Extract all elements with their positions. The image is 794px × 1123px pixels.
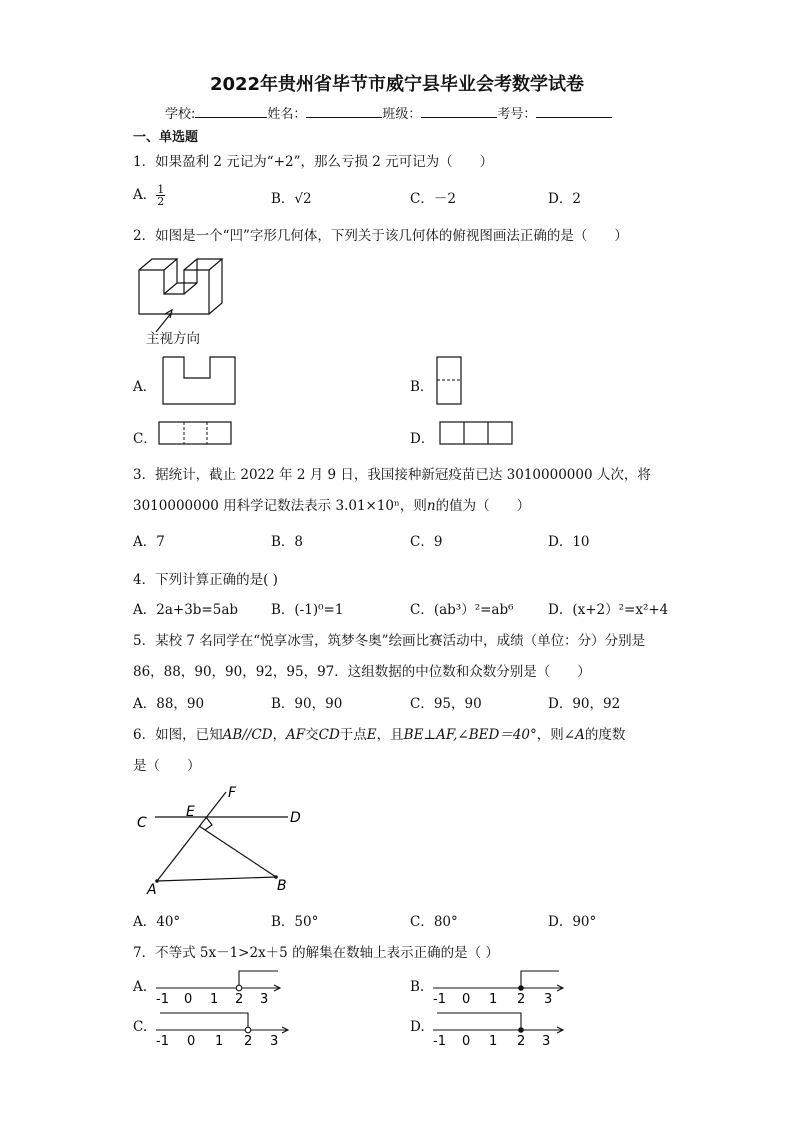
class-label: 班级： bbox=[382, 107, 422, 122]
q6-label-f: F bbox=[228, 785, 237, 801]
q6-math-e: E bbox=[366, 727, 377, 743]
q6-label-d: D bbox=[290, 810, 301, 826]
q6-text-4: 于点 bbox=[339, 727, 367, 743]
q6-label-e: E bbox=[186, 804, 195, 820]
class-blank[interactable] bbox=[421, 105, 497, 118]
q2-option-d-label[interactable]: D． bbox=[410, 431, 435, 447]
q1-option-c[interactable]: C．－2 bbox=[410, 191, 456, 207]
q7-b-tick-3: 3 bbox=[544, 992, 553, 1006]
q7-option-a-numberline[interactable] bbox=[152, 966, 287, 1006]
q6-math-af: AF bbox=[286, 727, 306, 743]
q3-option-b[interactable]: B．8 bbox=[271, 534, 304, 550]
school-label: 学校: bbox=[165, 107, 196, 122]
q7-option-d-numberline[interactable] bbox=[429, 1006, 569, 1048]
q3-stem-line2 bbox=[133, 494, 530, 514]
q7-a-tick-0: 0 bbox=[184, 992, 193, 1006]
q2-right-side bbox=[209, 259, 222, 314]
q6-label-b: B bbox=[277, 878, 287, 894]
q5-option-c[interactable]: C．95，90 bbox=[410, 696, 482, 712]
q1-fraction bbox=[156, 184, 165, 207]
q6-stem-line2: 是（ ） bbox=[133, 758, 201, 774]
q2-top-left bbox=[139, 259, 177, 270]
q7-b-tick-1: 1 bbox=[489, 992, 498, 1006]
q2-option-c-label[interactable]: C． bbox=[133, 431, 157, 447]
q4-option-c[interactable]: C．(ab³）²=ab⁶ bbox=[410, 602, 514, 618]
q1-option-b-math: √2 bbox=[294, 191, 312, 207]
q4-option-d[interactable]: D．(x+2）²=x²+4 bbox=[548, 602, 669, 618]
q7-a-tick-neg1: -1 bbox=[156, 992, 169, 1006]
q6-geometry-figure bbox=[133, 782, 313, 897]
q1-fraction-num: 1 bbox=[157, 183, 165, 196]
q2-stem: 2．如图是一个“凹”字形几何体，下列关于该几何体的俯视图画法正确的是（ ） bbox=[133, 228, 628, 244]
q2-option-a-figure[interactable] bbox=[162, 356, 238, 406]
q6-text-6: ，则∠ bbox=[536, 727, 576, 743]
q6-stem-line1 bbox=[133, 723, 625, 743]
q7-c-tick-0: 0 bbox=[187, 1034, 196, 1048]
q3-option-c[interactable]: C．9 bbox=[410, 534, 443, 550]
q7-d-tick-3: 3 bbox=[542, 1034, 551, 1048]
school-blank[interactable] bbox=[195, 105, 267, 118]
q7-option-b-numberline[interactable] bbox=[429, 966, 569, 1006]
q6-option-c[interactable]: C．80° bbox=[410, 914, 458, 930]
exam-no-blank[interactable] bbox=[536, 105, 612, 118]
q6-math-a: A bbox=[575, 727, 585, 743]
q7-option-d-label[interactable]: D. bbox=[410, 1019, 425, 1035]
q6-option-b[interactable]: B．50° bbox=[271, 914, 319, 930]
q6-text-1: 6．如图，已知 bbox=[133, 727, 223, 743]
q5-stem-line2: 86，88，90，90，92，95，97．这组数据的中位数和众数分别是（ ） bbox=[133, 664, 591, 680]
q2-notch-floor-right bbox=[184, 283, 197, 294]
q6-label-a: A bbox=[147, 882, 157, 897]
q6-option-d[interactable]: D．90° bbox=[548, 914, 597, 930]
exam-no-label: 考号： bbox=[497, 107, 537, 122]
q2-top-right bbox=[184, 259, 222, 270]
q4-option-a[interactable]: A．2a+3b=5ab bbox=[133, 602, 239, 618]
q6-math-cd: CD bbox=[318, 727, 340, 743]
q7-a-tick-2: 2 bbox=[235, 992, 244, 1006]
q7-b-tick-0: 0 bbox=[462, 992, 471, 1006]
q7-b-tick-2: 2 bbox=[517, 992, 526, 1006]
q2-option-d-figure[interactable] bbox=[439, 421, 515, 447]
q7-d-tick-neg1: -1 bbox=[433, 1034, 446, 1048]
q7-a-tick-3: 3 bbox=[260, 992, 269, 1006]
q6-text-7: 的度数 bbox=[584, 727, 626, 743]
exam-title: 2022年贵州省毕节市威宁县毕业会考数学试卷 bbox=[209, 74, 585, 95]
q6-text-5: ，且 bbox=[376, 727, 404, 743]
q2-notch-floor-left bbox=[164, 283, 177, 294]
q1-option-a[interactable] bbox=[133, 183, 165, 207]
q2-option-c-figure[interactable] bbox=[158, 421, 234, 447]
q1-stem: 1．如果盈利 2 元记为“+2”，那么亏损 2 元可记为（ ） bbox=[133, 154, 494, 170]
q7-c-tick-3: 3 bbox=[270, 1034, 279, 1048]
q5-option-b[interactable]: B．90，90 bbox=[271, 696, 343, 712]
q7-stem: 7．不等式 5x－1>2x＋5 的解集在数轴上表示正确的是（ ） bbox=[133, 945, 499, 961]
q1-option-a-label: A． bbox=[133, 187, 157, 203]
q7-c-tick-1: 1 bbox=[215, 1034, 224, 1048]
q3-line2-text: 3010000000 用科学记数法表示 3.01×10ⁿ，则 bbox=[133, 498, 427, 514]
q6-label-c: C bbox=[137, 815, 147, 831]
q7-option-b-label[interactable]: B. bbox=[410, 979, 425, 995]
q7-c-tick-2: 2 bbox=[244, 1034, 253, 1048]
q6-text-3: 交 bbox=[305, 727, 319, 743]
name-blank[interactable] bbox=[306, 105, 382, 118]
q6-math-parallel: AB//CD bbox=[222, 727, 273, 743]
q6-text-2: ， bbox=[272, 727, 287, 743]
q3-option-d[interactable]: D．10 bbox=[548, 534, 590, 550]
q2-solid-figure bbox=[134, 252, 234, 332]
q3-stem-line1: 3．据统计，截止 2022 年 2 月 9 日，我国接种新冠疫苗已达 3010000000 人次，将 bbox=[133, 467, 651, 483]
q2-option-a-label[interactable]: A． bbox=[133, 379, 157, 395]
q1-option-b-label: B． bbox=[271, 191, 295, 207]
q6-option-a[interactable]: A．40° bbox=[133, 914, 181, 930]
q1-fraction-den: 2 bbox=[157, 195, 165, 208]
q3-option-a[interactable]: A．7 bbox=[133, 534, 165, 550]
q7-a-tick-1: 1 bbox=[210, 992, 219, 1006]
q5-stem-line1: 5．某校 7 名同学在“悦享冰雪，筑梦冬奥”绘画比赛活动中，成绩（单位：分）分别是 bbox=[133, 633, 646, 649]
q5-option-a[interactable]: A．88，90 bbox=[133, 696, 205, 712]
q4-stem: 4．下列计算正确的是( ) bbox=[133, 572, 278, 588]
q7-option-a-label[interactable]: A. bbox=[133, 979, 148, 995]
q7-b-tick-neg1: -1 bbox=[433, 992, 446, 1006]
q3-variable: n bbox=[426, 498, 436, 514]
q1-option-b[interactable] bbox=[271, 187, 312, 207]
q2-option-b-label[interactable]: B． bbox=[410, 379, 434, 395]
section-heading: 一、单选题 bbox=[133, 130, 199, 145]
q6-line-be bbox=[199, 826, 276, 877]
q6-right-angle-mark bbox=[205, 817, 212, 830]
q2-view-caption: 主视方向 bbox=[146, 331, 200, 347]
q6-math-condition: BE⊥AF,∠BED＝40° bbox=[403, 727, 537, 743]
q4-option-b[interactable]: B．(-1)⁰=1 bbox=[271, 602, 344, 618]
q5-option-d[interactable]: D．90，92 bbox=[548, 696, 621, 712]
q3-line2-tail: 的值为（ ） bbox=[435, 498, 531, 514]
q6-line-ab bbox=[157, 877, 276, 881]
q7-option-c-label[interactable]: C. bbox=[133, 1019, 148, 1035]
name-label: 姓名： bbox=[267, 107, 307, 122]
student-info-line bbox=[165, 103, 612, 122]
q7-d-tick-0: 0 bbox=[462, 1034, 471, 1048]
q7-c-tick-neg1: -1 bbox=[156, 1034, 169, 1048]
q7-d-tick-2: 2 bbox=[517, 1034, 526, 1048]
q1-option-d[interactable]: D．2 bbox=[548, 191, 581, 207]
q2-front-face bbox=[139, 270, 209, 314]
q7-d-tick-1: 1 bbox=[489, 1034, 498, 1048]
q7-option-c-numberline[interactable] bbox=[152, 1006, 294, 1048]
q2-option-b-figure[interactable] bbox=[436, 356, 464, 406]
